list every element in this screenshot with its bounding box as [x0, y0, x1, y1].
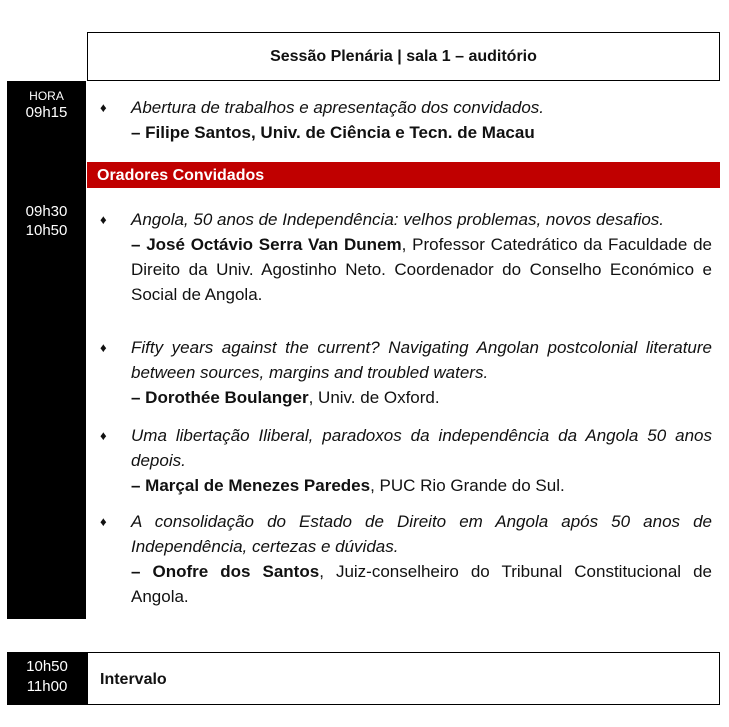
diamond-bullet-icon: ♦	[100, 100, 107, 115]
session-header	[87, 32, 720, 81]
diamond-bullet-icon: ♦	[100, 514, 107, 529]
hora-label: HORA	[29, 89, 64, 103]
diamond-bullet-icon: ♦	[100, 428, 107, 443]
break-start: 10h50	[26, 658, 68, 675]
talk-affiliation: , Juiz-conselheiro do Tribunal Constitucional de Angola.	[131, 562, 712, 606]
opening-speaker: – Filipe Santos, Univ. de Ciência e Tecn. de Macau	[131, 123, 535, 142]
session-title: Sessão Plenária | sala 1 – auditório	[270, 47, 537, 65]
talk-title: A consolidação do Estado de Direito em Angola após 50 anos de Independência, certezas e dúvidas.	[131, 512, 712, 556]
diamond-bullet-icon: ♦	[100, 340, 107, 355]
break-end: 11h00	[26, 678, 68, 695]
talk-speaker: – Onofre dos Santos	[131, 562, 320, 581]
talk-affiliation: , PUC Rio Grande do Sul.	[370, 476, 565, 495]
diamond-bullet-icon: ♦	[100, 212, 107, 227]
section-title: Oradores Convidados	[97, 167, 265, 184]
break-time	[7, 652, 87, 705]
time-column	[7, 81, 86, 619]
talk-speaker: – Marçal de Menezes Paredes	[131, 476, 371, 495]
talk-item	[100, 207, 712, 307]
talk-item	[100, 509, 712, 609]
talk-title: Fifty years against the current? Navigating Angolan postcolonial literature between sources, margins and troubled waters.	[131, 338, 712, 382]
talk-item	[100, 335, 712, 410]
break-label: Intervalo	[100, 671, 167, 688]
talk-item	[100, 423, 712, 498]
talk-title: Uma libertação Iliberal, paradoxos da independência da Angola 50 anos depois.	[131, 426, 712, 470]
opening-time: 09h15	[25, 104, 68, 121]
talk-speaker: – José Octávio Serra Van Dunem	[131, 235, 402, 254]
talk-affiliation: , Univ. de Oxford.	[308, 388, 440, 407]
talk-affiliation: , Professor Catedrático da Faculdade de Direito da Univ. Agostinho Neto. Coordenador do Conselho Económico e Social de Angola.	[131, 235, 712, 304]
talk-title: Angola, 50 anos de Independência: velhos problemas, novos desafios.	[131, 210, 665, 229]
break-box	[87, 652, 720, 705]
opening-item	[100, 95, 712, 145]
speakers-end-time: 10h50	[25, 222, 68, 239]
opening-title: Abertura de trabalhos e apresentação dos convidados.	[131, 98, 544, 117]
speakers-start-time: 09h30	[25, 203, 68, 220]
section-heading	[87, 162, 720, 188]
talk-speaker: – Dorothée Boulanger	[131, 388, 309, 407]
